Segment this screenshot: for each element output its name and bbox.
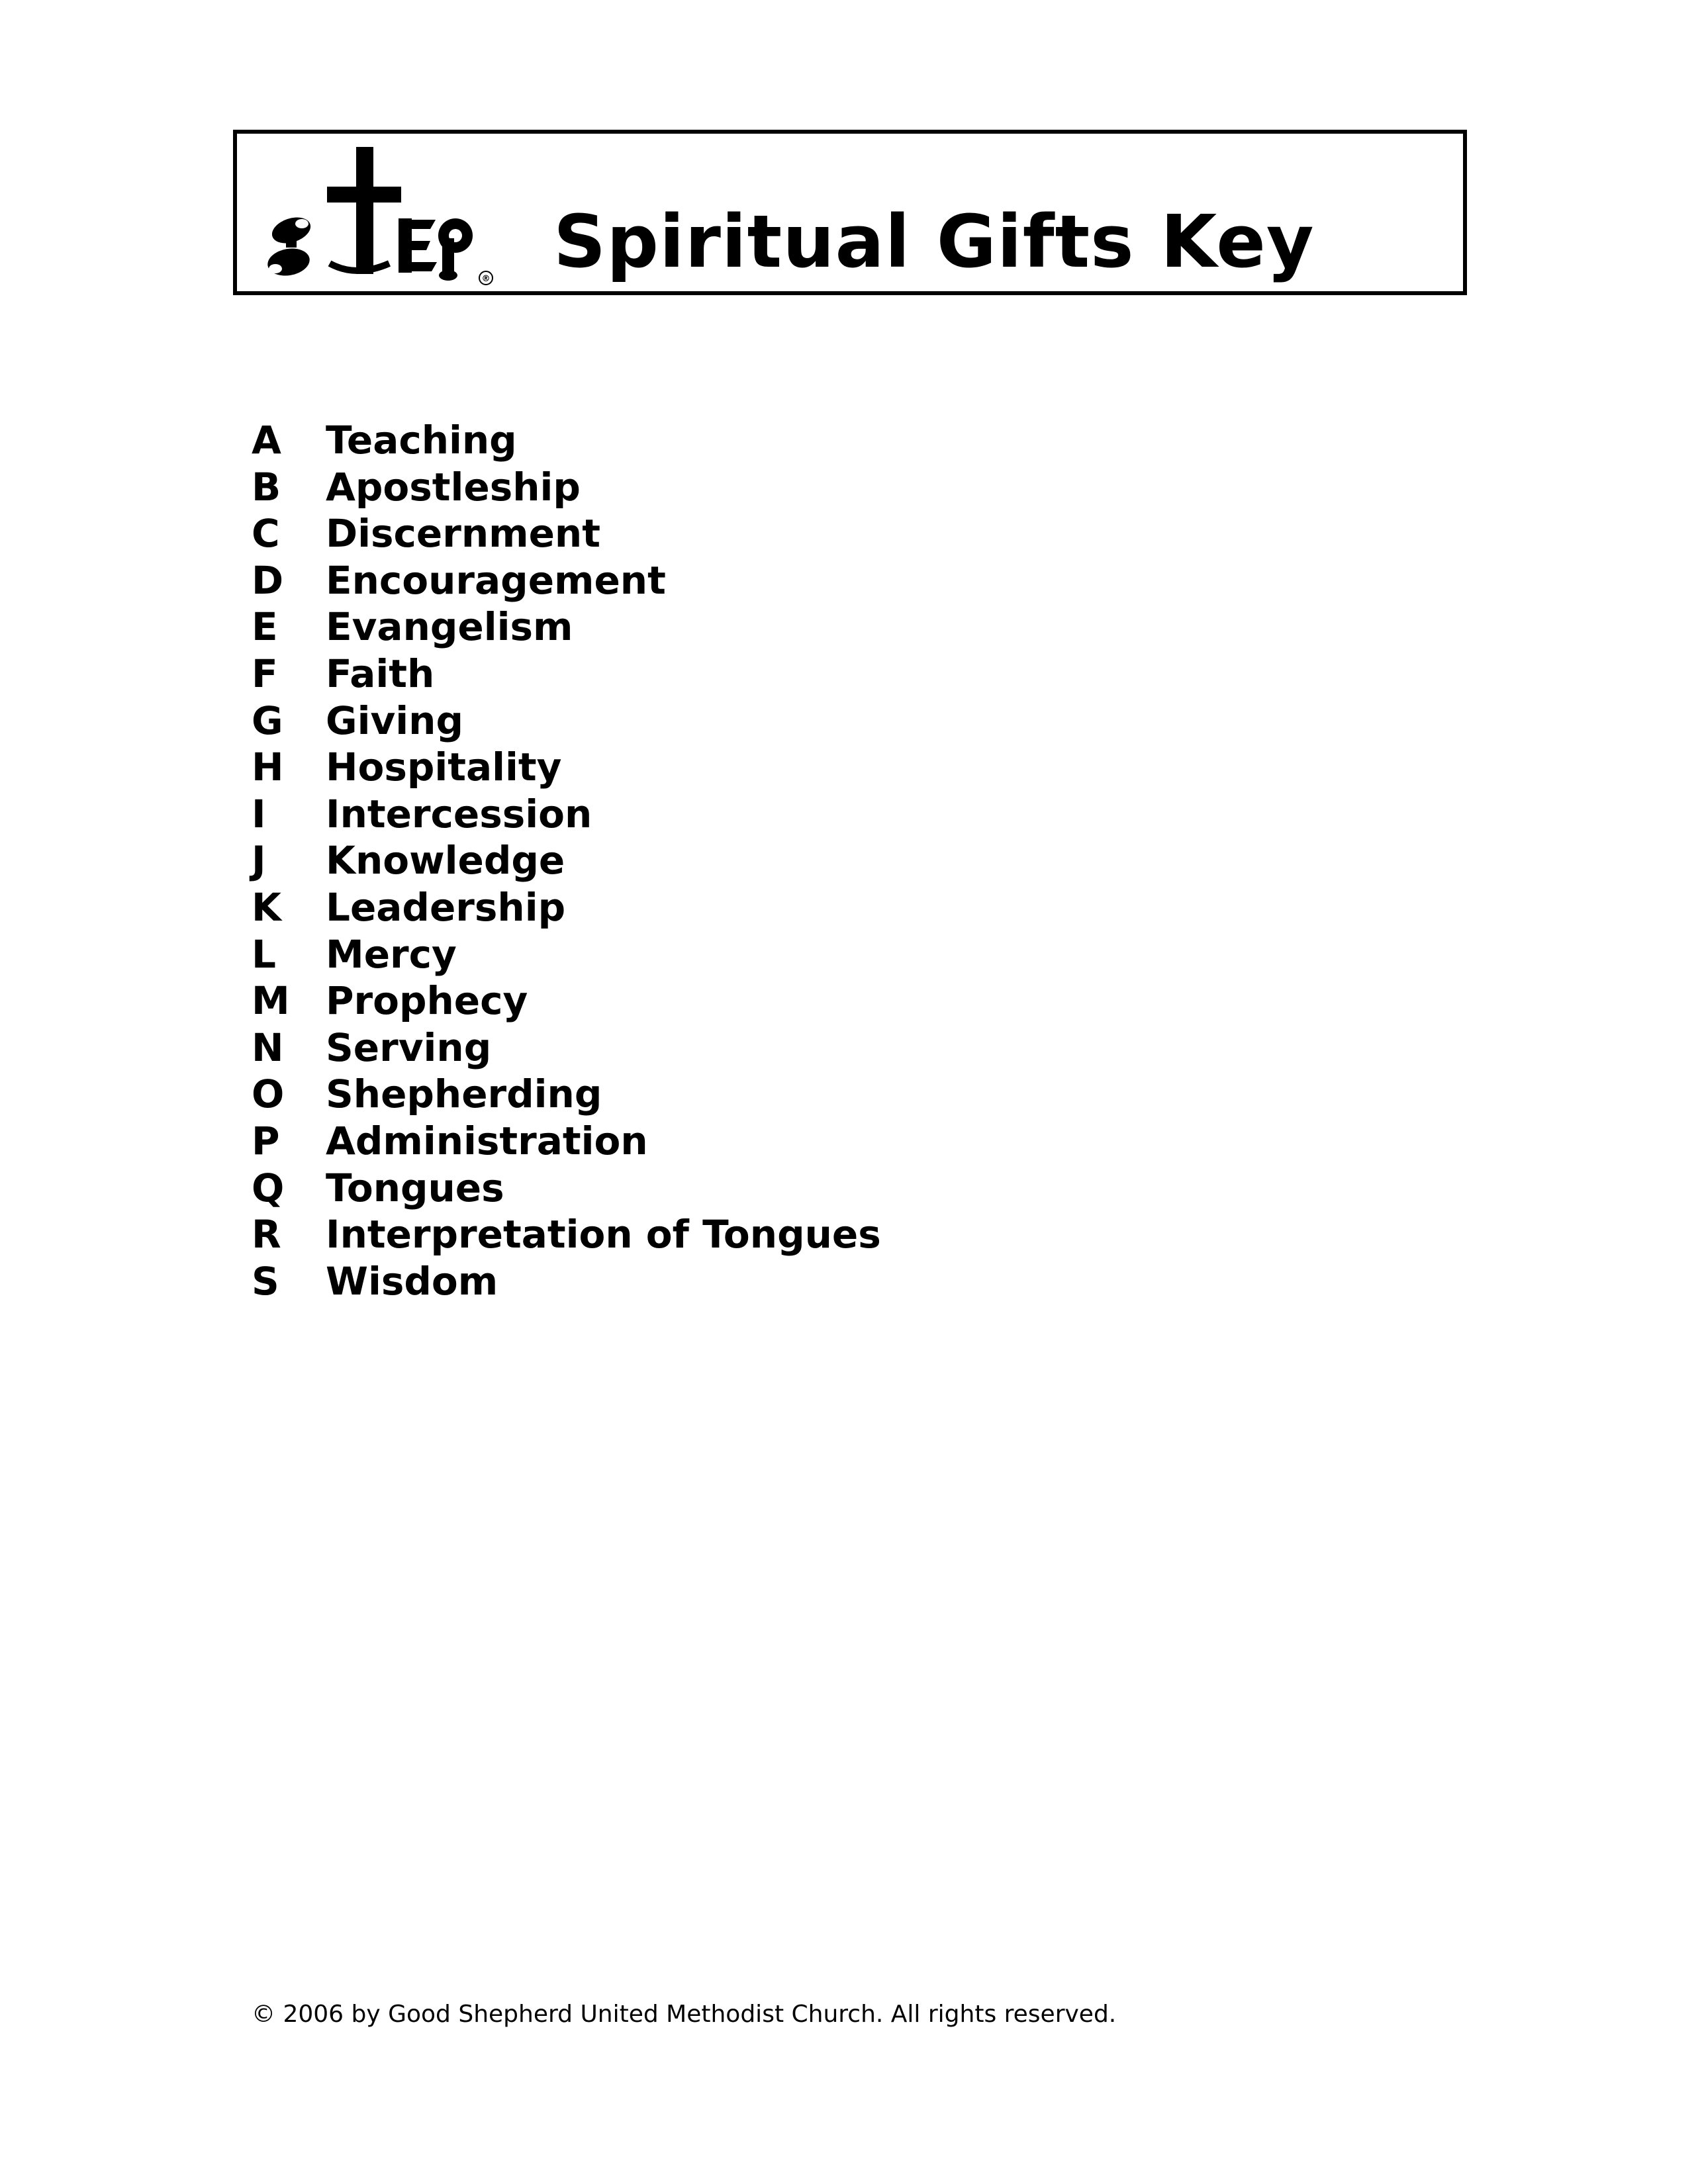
- list-item: [252, 698, 1178, 745]
- gift-name: Apostleship: [326, 464, 581, 510]
- gift-name: Knowledge: [326, 838, 565, 884]
- gift-name: Encouragement: [326, 557, 666, 603]
- list-item: [252, 744, 1178, 791]
- gift-letter: D: [252, 557, 284, 603]
- list-item: [252, 1071, 1178, 1118]
- gift-letter: N: [252, 1024, 284, 1070]
- gift-letter: F: [252, 651, 278, 696]
- gift-name: Hospitality: [326, 745, 562, 790]
- list-item: [252, 791, 1178, 838]
- gift-letter: O: [252, 1071, 285, 1117]
- gift-name: Mercy: [326, 931, 457, 977]
- gift-name: Discernment: [326, 511, 600, 557]
- list-item: [252, 557, 1178, 604]
- list-item: [252, 651, 1178, 698]
- list-item: [252, 604, 1178, 651]
- gift-name: Tongues: [326, 1165, 504, 1210]
- step-logo: [257, 146, 495, 291]
- gift-name: Wisdom: [326, 1258, 498, 1304]
- list-item: [252, 1258, 1178, 1305]
- gift-name: Prophecy: [326, 978, 528, 1024]
- list-item: [252, 1165, 1178, 1212]
- gift-name: Evangelism: [326, 604, 573, 650]
- list-item: [252, 884, 1178, 931]
- gift-name: Intercession: [326, 791, 592, 837]
- logo-cross-t: [327, 147, 401, 274]
- gift-list: [252, 417, 1178, 1304]
- svg-text:®: ®: [481, 274, 491, 284]
- logo-letter-e: [399, 218, 437, 273]
- list-item: [252, 1024, 1178, 1071]
- copyright-notice: © 2006 by Good Shepherd United Methodist Church. All rights reserved.: [252, 2001, 1117, 2028]
- gift-name: Giving: [326, 698, 463, 743]
- list-item: [252, 1118, 1178, 1165]
- gift-letter: G: [252, 698, 283, 743]
- gift-name: Faith: [326, 651, 435, 696]
- gift-name: Teaching: [326, 418, 517, 463]
- gift-letter: A: [252, 418, 281, 463]
- gift-name: Interpretation of Tongues: [326, 1212, 881, 1257]
- gift-letter: K: [252, 884, 281, 930]
- registered-mark-icon: [479, 271, 493, 285]
- gift-letter: R: [252, 1212, 281, 1257]
- logo-letter-p: [438, 218, 473, 281]
- list-item: [252, 931, 1178, 978]
- list-item: [252, 1211, 1178, 1258]
- gift-letter: L: [252, 931, 276, 977]
- list-item: [252, 464, 1178, 511]
- logo-letter-s: [265, 213, 314, 279]
- gift-letter: Q: [252, 1165, 285, 1210]
- gift-letter: P: [252, 1118, 280, 1163]
- header-box: [233, 130, 1467, 295]
- list-item: [252, 510, 1178, 557]
- gift-name: Leadership: [326, 884, 566, 930]
- gift-letter: M: [252, 978, 290, 1024]
- gift-letter: H: [252, 745, 284, 790]
- gift-letter: C: [252, 511, 280, 557]
- gift-name: Administration: [326, 1118, 648, 1163]
- gift-letter: S: [252, 1258, 279, 1304]
- page-title: Spiritual Gifts Key: [553, 199, 1315, 284]
- gift-letter: J: [252, 838, 266, 884]
- gift-letter: E: [252, 604, 278, 650]
- gift-name: Serving: [326, 1024, 492, 1070]
- gift-name: Shepherding: [326, 1071, 602, 1117]
- gift-letter: B: [252, 464, 281, 510]
- list-item: [252, 837, 1178, 884]
- list-item: [252, 978, 1178, 1024]
- list-item: [252, 417, 1178, 464]
- gift-letter: I: [252, 791, 266, 837]
